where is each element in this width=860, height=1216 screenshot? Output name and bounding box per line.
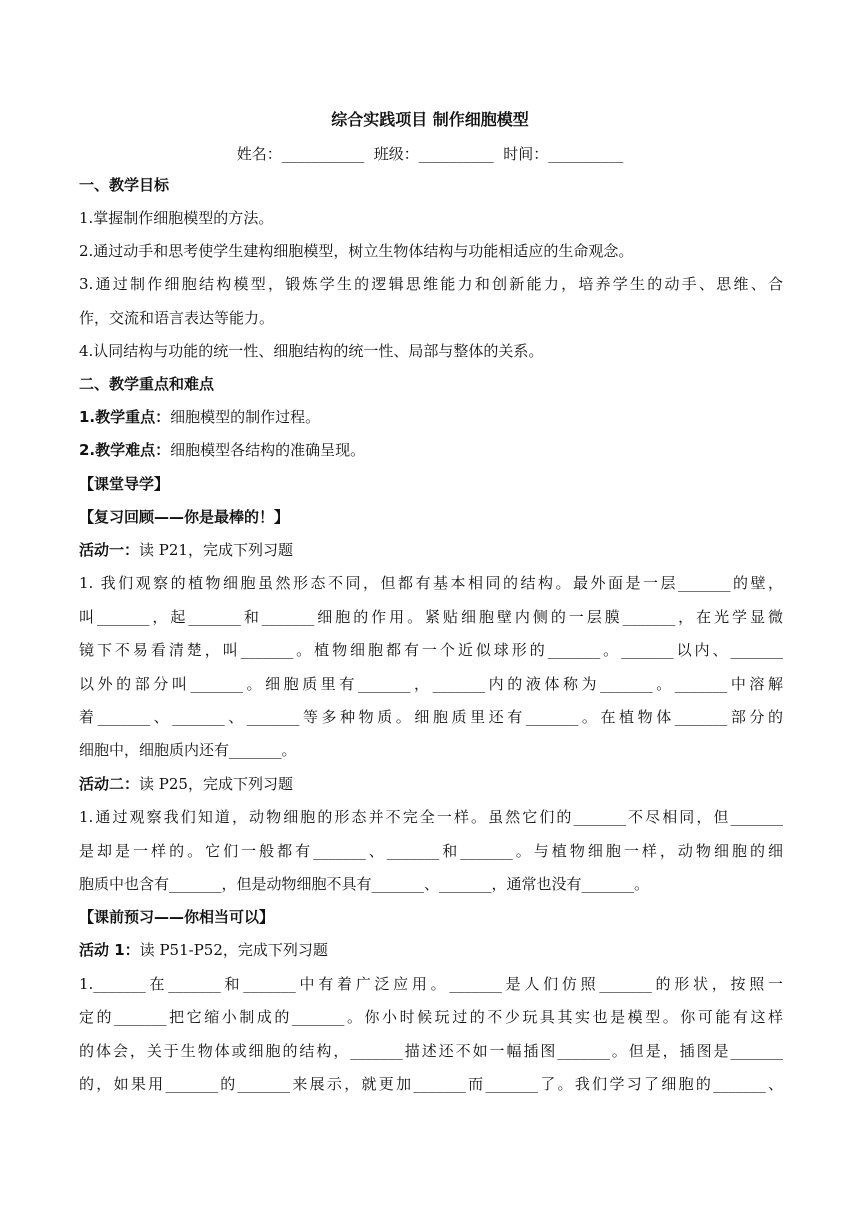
activity-one-line [79,540,783,560]
exercise-line: 定的_______把它缩小制成的_______。你小时候玩过的不少玩具其实也是模型。你可能有这样 [79,1008,783,1026]
exercise-line: 细胞中，细胞质内还有_______。 [79,741,297,759]
exercise-line: 以外的部分叫_______。细胞质里有_______，_______内的液体称为_______。_______中溶解 [79,675,783,693]
key-point-text: 细胞模型的制作过程。 [170,408,321,426]
goal-item: 作，交流和语言表达等能力。 [79,309,275,327]
exercise-line: 镜下不易看清楚，叫_______。植物细胞都有一个近似球形的_______。_______以内、_______ [79,641,783,659]
section-heading-key-points: 二、教学重点和难点 [79,375,215,393]
goal-item: 2.通过动手和思考使学生建构细胞模型，树立生物体结构与功能相适应的生命观念。 [79,242,634,260]
key-point-line [79,407,783,427]
exercise-line: 1._______在_______和_______中有着广泛应用。_______是人们仿照_______的形状，按照一 [79,975,783,993]
preview-heading: 【课前预习——你相当可以】 [79,908,275,926]
document-title: 综合实践项目 制作细胞模型 [331,110,529,129]
student-info-line: 姓名：___________ 班级：__________ 时间：__________ [236,145,624,163]
activity-two-line [79,774,783,794]
exercise-line: 胞质中也含有_______，但是动物细胞不具有_______、_______，通常也没有_______。 [79,875,650,893]
activity-one-label: 活动一： [79,541,140,559]
activity-one-text: 读 P21，完成下列习题 [139,541,293,559]
activity-two-text: 读 P25，完成下列习题 [139,775,293,793]
goal-item: 3.通过制作细胞结构模型，锻炼学生的逻辑思维能力和创新能力，培养学生的动手、思维、合 [79,275,783,293]
section-heading-goals: 一、教学目标 [79,176,170,194]
difficulty-label: 2.教学难点： [79,441,171,459]
goal-item: 1.掌握制作细胞模型的方法。 [79,209,274,227]
preview-activity-label: 活动 1： [79,941,140,959]
exercise-line: 是却是一样的。它们一般都有_______、_______和_______。与植物细胞一样，动物细胞的细 [79,842,783,860]
review-heading: 【复习回顾——你是最棒的！】 [79,508,290,526]
exercise-line: 着_______、_______、_______等多种物质。细胞质里还有_______。在植物体_______部分的 [79,708,783,726]
exercise-line: 1. 我们观察的植物细胞虽然形态不同，但都有基本相同的结构。最外面是一层_______的壁， [79,574,783,592]
exercise-line: 1.通过观察我们知道，动物细胞的形态并不完全一样。虽然它们的_______不尽相同，但_______ [79,808,783,826]
guide-heading: 【课堂导学】 [79,475,170,493]
preview-activity-text: 读 P51-P52，完成下列习题 [139,941,328,959]
preview-activity-line [79,940,783,960]
goal-item: 4.认同结构与功能的统一性、细胞结构的统一性、局部与整体的关系。 [79,342,544,360]
exercise-line: 的，如果用_______的_______来展示，就更加_______而_______了。我们学习了细胞的_______、 [79,1075,783,1093]
activity-two-label: 活动二： [79,775,140,793]
key-point-label: 1.教学重点： [79,408,171,426]
exercise-line: 叫_______，起_______和_______细胞的作用。紧贴细胞壁内侧的一层膜_______，在光学显微 [79,608,783,626]
exercise-line: 的体会，关于生物体或细胞的结构，_______描述还不如一幅插图_______。但是，插图是_______ [79,1042,783,1060]
difficulty-line [79,440,783,460]
difficulty-text: 细胞模型各结构的准确呈现。 [170,441,366,459]
